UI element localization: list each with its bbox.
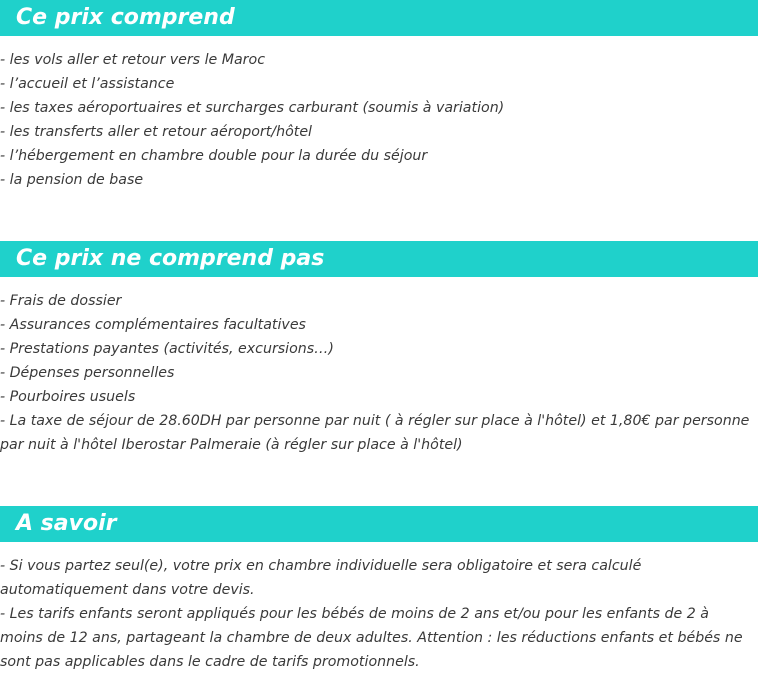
price-includes-list: [0, 36, 758, 192]
price-includes-header: [0, 0, 758, 36]
list-item: - Assurances complémentaires facultatives: [0, 317, 306, 333]
good-to-know-section: [0, 506, 758, 674]
good-to-know-list: [0, 542, 758, 674]
list-item: - les taxes aéroportuaires et surcharges carburant (soumis à variation): [0, 100, 505, 116]
price-excludes-section: [0, 241, 758, 457]
list-item: - Dépenses personnelles: [0, 365, 175, 381]
list-item: - les transferts aller et retour aéroport/hôtel: [0, 124, 312, 140]
list-item: - Si vous partez seul(e), votre prix en chambre individuelle sera obligatoire et sera calculé automatiquement dans votre devis.: [0, 558, 642, 598]
list-item: - La taxe de séjour de 28.60DH par personne par nuit ( à régler sur place à l'hôtel) et 1,80€ par personne par nuit à l'hôtel Iberostar Palmeraie (à régler sur place à l'hôtel): [0, 413, 750, 453]
list-item: - Les tarifs enfants seront appliqués pour les bébés de moins de 2 ans et/ou pour les enfants de 2 à moins de 12 ans, partageant la chambre de deux adultes. Attention : les réductions enfants et bébés ne sont pas applicables dans le cadre de tarifs promotionnels.: [0, 606, 743, 670]
list-item: - Frais de dossier: [0, 293, 122, 309]
price-excludes-header: [0, 241, 758, 277]
good-to-know-title: A savoir: [16, 511, 117, 536]
list-item: - l’hébergement en chambre double pour la durée du séjour: [0, 148, 428, 164]
price-excludes-title: Ce prix ne comprend pas: [16, 246, 325, 271]
list-item: - la pension de base: [0, 172, 144, 188]
list-item: - Prestations payantes (activités, excursions…): [0, 341, 334, 357]
good-to-know-header: [0, 506, 758, 542]
price-includes-section: [0, 0, 758, 192]
list-item: - l’accueil et l’assistance: [0, 76, 175, 92]
list-item: - les vols aller et retour vers le Maroc: [0, 52, 265, 68]
price-includes-title: Ce prix comprend: [16, 5, 235, 30]
price-excludes-list: [0, 277, 758, 457]
list-item: - Pourboires usuels: [0, 389, 136, 405]
